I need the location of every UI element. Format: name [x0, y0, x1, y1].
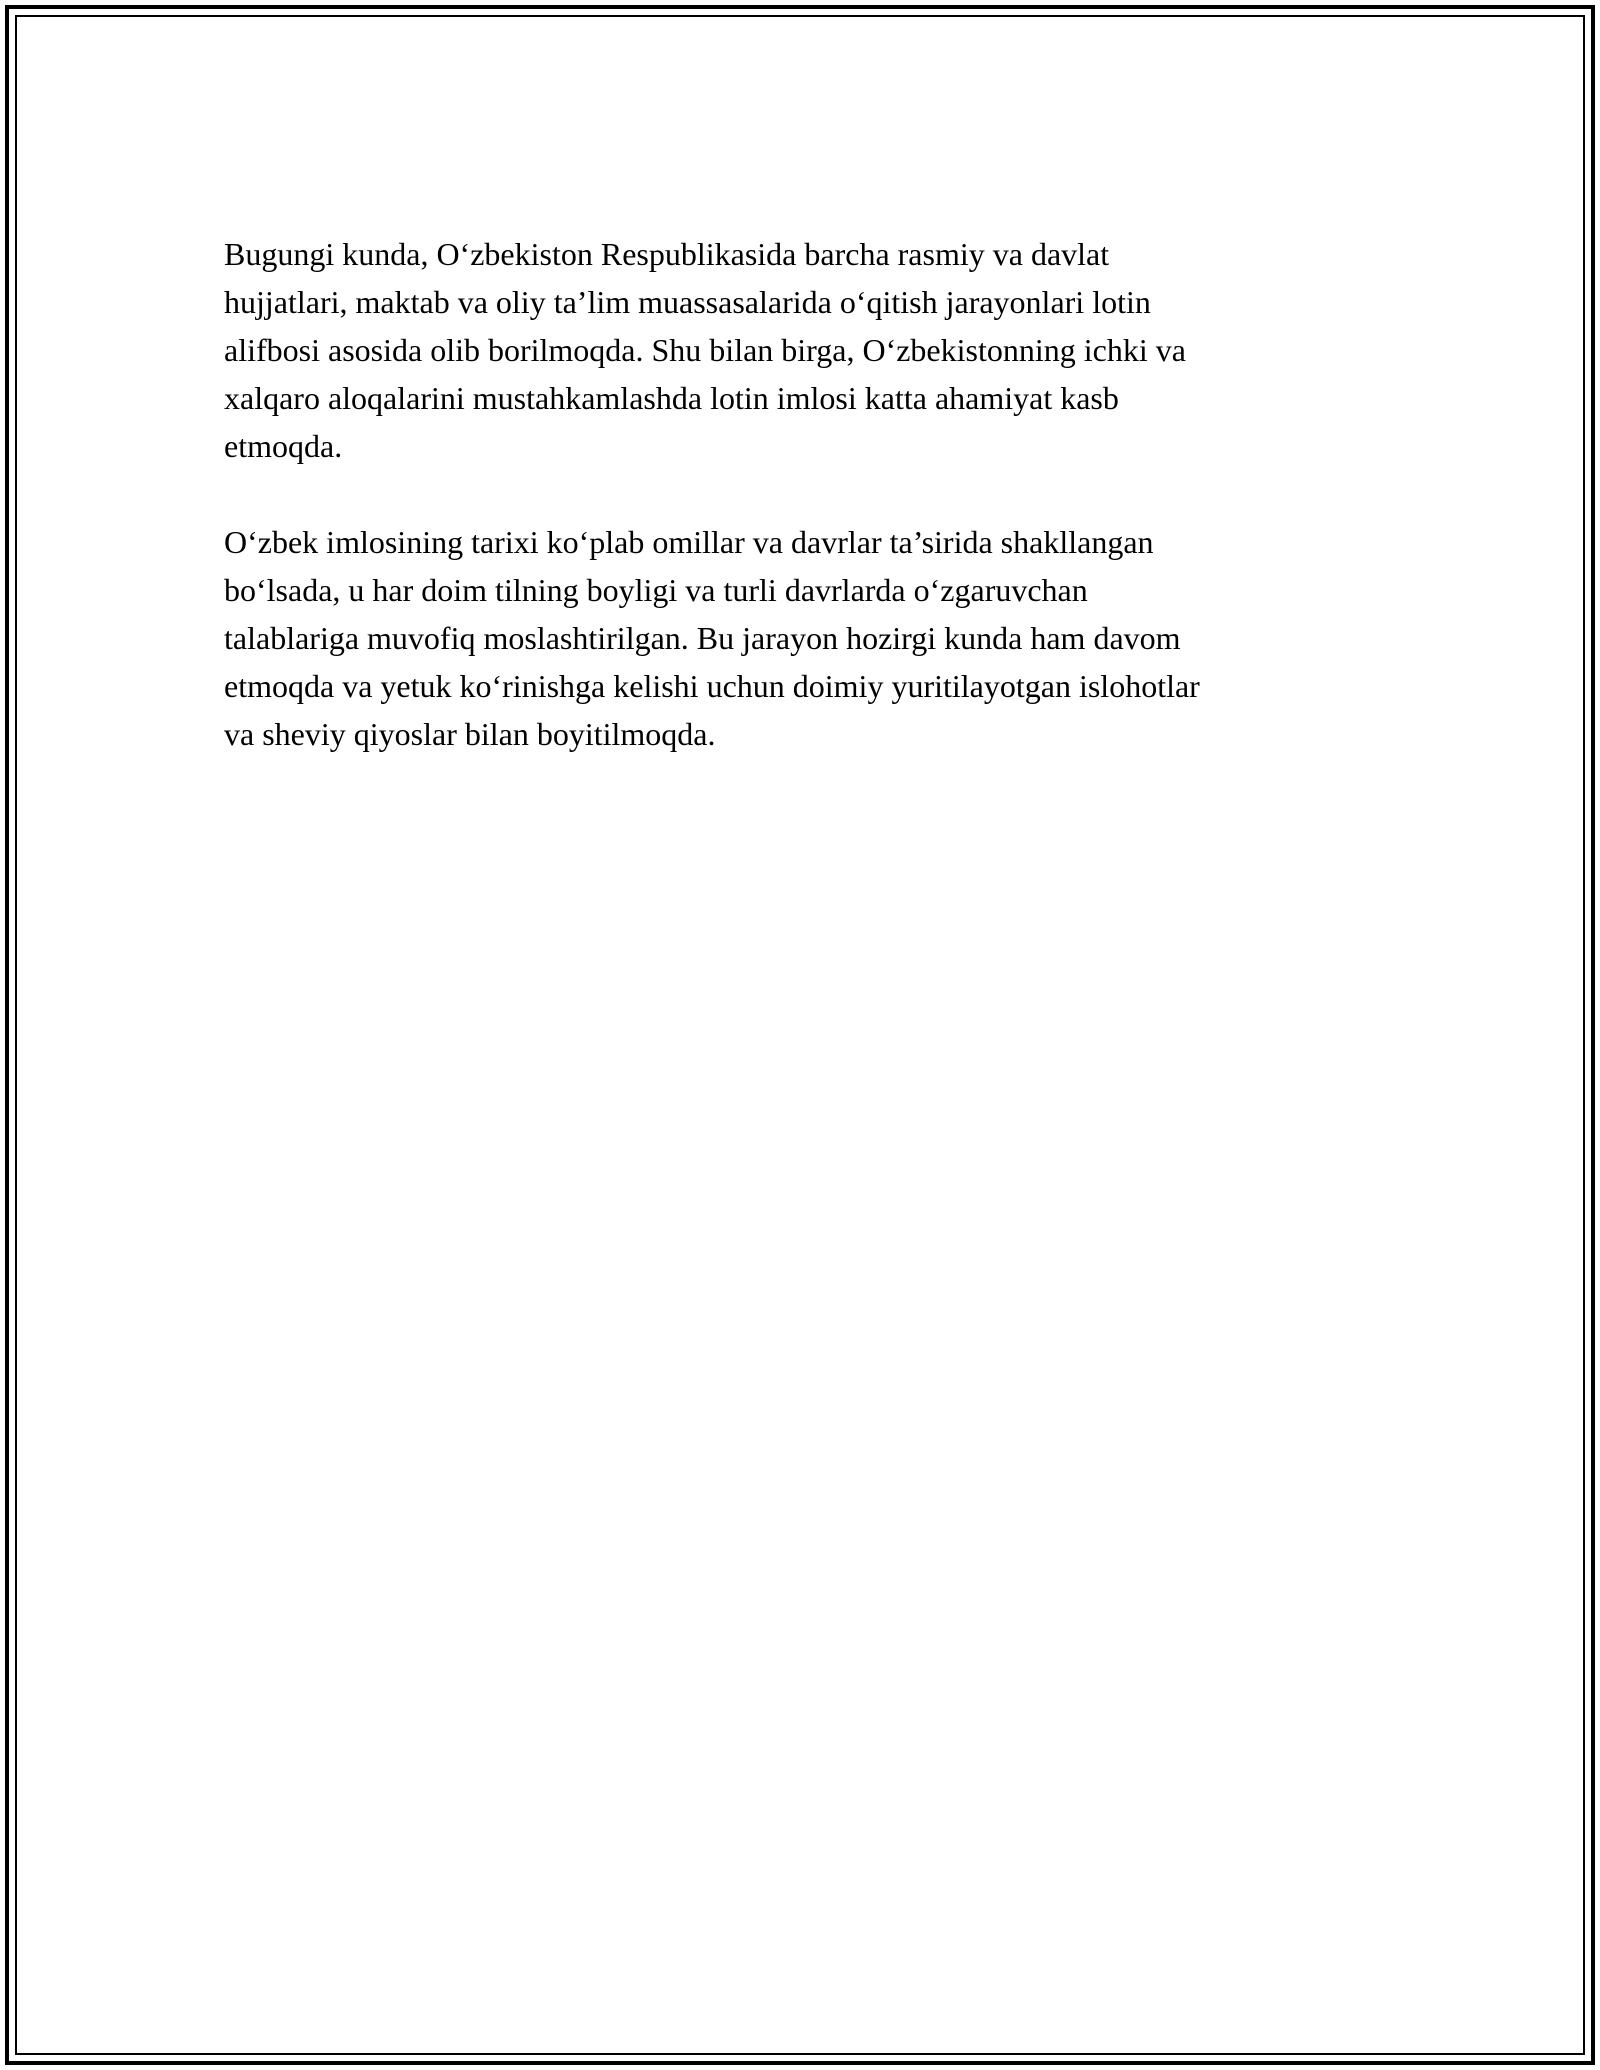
- paragraph-line: hujjatlari, maktab va oliy ta’lim muassasalarida o‘qitish jarayonlari lotin: [224, 284, 1151, 320]
- paragraph-line: etmoqda va yetuk ko‘rinishga kelishi uchun doimiy yuritilayotgan islohotlar: [224, 668, 1200, 704]
- document-body: [224, 230, 1364, 806]
- paragraph-line: xalqaro aloqalarini mustahkamlashda lotin imlosi katta ahamiyat kasb: [224, 380, 1119, 416]
- paragraph-line: O‘zbek imlosining tarixi ko‘plab omillar va davrlar ta’sirida shakllangan: [224, 524, 1154, 560]
- paragraph-line: alifbosi asosida olib borilmoqda. Shu bilan birga, O‘zbekistonning ichki va: [224, 332, 1186, 368]
- paragraph-line: talablariga muvofiq moslashtirilgan. Bu jarayon hozirgi kunda ham davom: [224, 620, 1181, 656]
- paragraph-line: bo‘lsada, u har doim tilning boyligi va turli davrlarda o‘zgaruvchan: [224, 572, 1088, 608]
- paragraph-line: etmoqda.: [224, 428, 343, 464]
- paragraph-1: [224, 230, 1364, 470]
- paragraph-line: Bugungi kunda, O‘zbekiston Respublikasida barcha rasmiy va davlat: [224, 236, 1110, 272]
- paragraph-2: [224, 518, 1364, 758]
- paragraph-line: va sheviy qiyoslar bilan boyitilmoqda.: [224, 716, 716, 752]
